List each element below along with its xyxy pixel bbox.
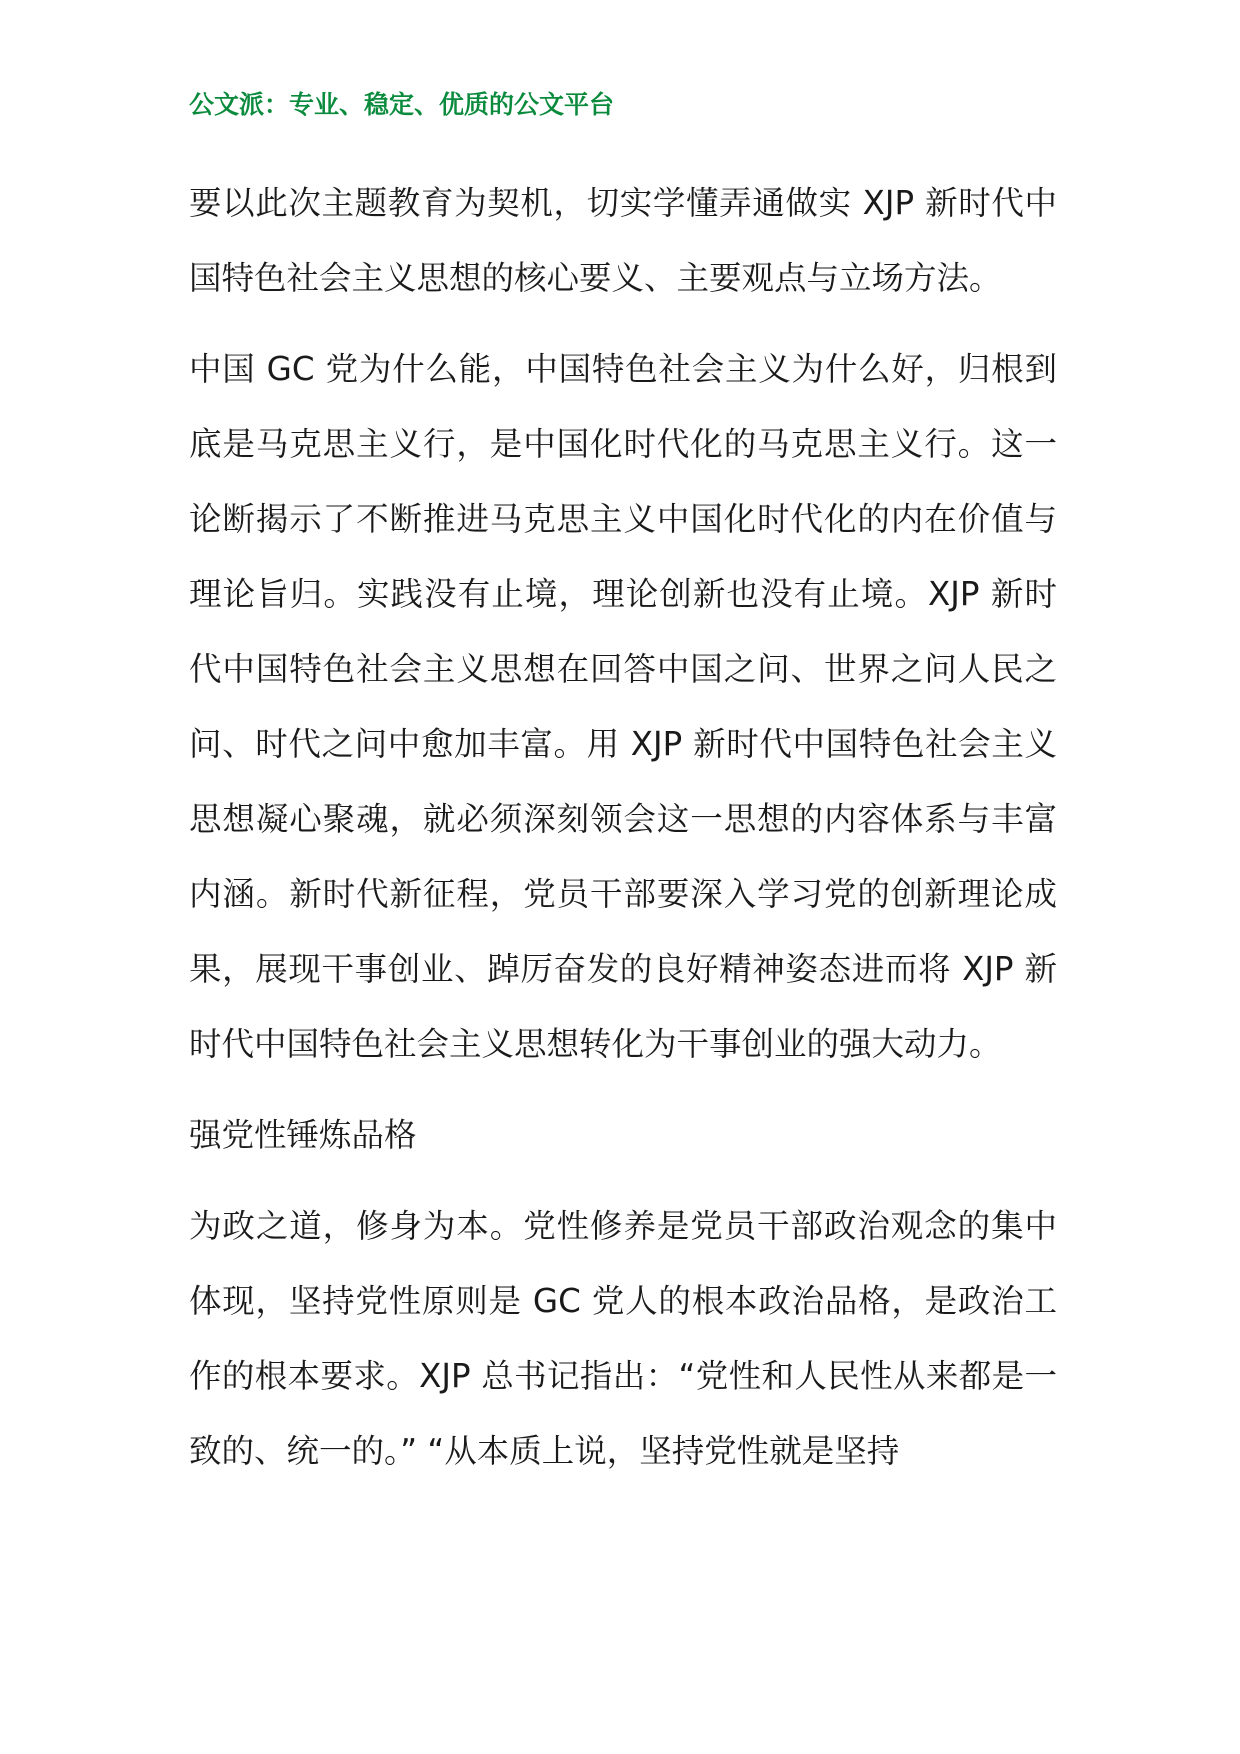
paragraph-2: 中国 GC 党为什么能，中国特色社会主义为什么好，归根到底是马克思主义行，是中国化时代化的马克思主义行。这一论断揭示了不断推进马克思主义中国化时代化的内在价值与理论旨归。实践没有止境，理论创新也没有止境。XJP 新时代中国特色社会主义思想在回答中国之问、世界之问人民之问、时代之问中愈加丰富。用 XJP 新时代中国特色社会主义思想凝心聚魂，就必须深刻领会这一思想的内容体系与丰富内涵。新时代新征程，党员干部要深入学习党的创新理论成果，展现干事创业、踔厉奋发的良好精神姿态进而将 XJP 新时代中国特色社会主义思想转化为干事创业的强大动力。: [189, 350, 1057, 1063]
document-body: [189, 166, 1057, 1505]
site-header-slogan: 公文派：专业、稳定、优质的公文平台: [189, 90, 615, 119]
paragraph-1: 要以此次主题教育为契机，切实学懂弄通做实 XJP 新时代中国特色社会主义思想的核心要义、主要观点与立场方法。: [189, 184, 1057, 297]
paragraph-3: 为政之道，修身为本。党性修养是党员干部政治观念的集中体现，坚持党性原则是 GC 党人的根本政治品格，是政治工作的根本要求。XJP 总书记指出：“党性和人民性从来都是一致的、统一的。” “从本质上说，坚持党性就是坚持: [189, 1207, 1057, 1470]
section-heading: 强党性锤炼品格: [189, 1116, 417, 1154]
